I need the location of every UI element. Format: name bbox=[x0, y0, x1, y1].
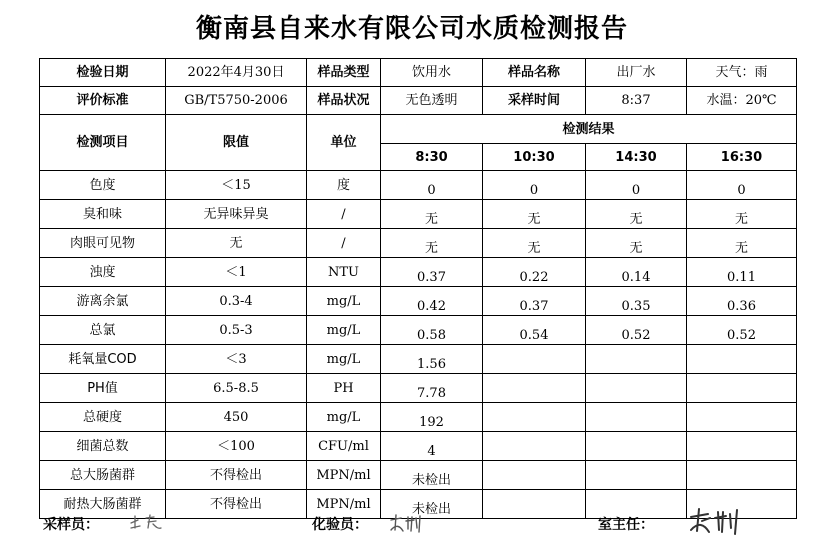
header-row-2 bbox=[40, 87, 797, 115]
item-cell: 总大肠菌群 bbox=[40, 461, 166, 490]
result-cell bbox=[586, 403, 687, 432]
limit-cell: 不得检出 bbox=[166, 490, 307, 519]
standard-value: GB/T5750-2006 bbox=[166, 87, 307, 115]
result-cell: 无 bbox=[483, 200, 586, 229]
result-cell: 无 bbox=[687, 229, 797, 258]
result-cell: 0.52 bbox=[586, 316, 687, 345]
unit-cell: 度 bbox=[307, 171, 381, 200]
table-row bbox=[40, 345, 797, 374]
result-cell: 4 bbox=[381, 432, 483, 461]
item-cell: PH值 bbox=[40, 374, 166, 403]
result-cell bbox=[483, 374, 586, 403]
limit-cell: ＜1 bbox=[166, 258, 307, 287]
result-cell: 0.22 bbox=[483, 258, 586, 287]
unit-cell: mg/L bbox=[307, 345, 381, 374]
result-cell: 无 bbox=[483, 229, 586, 258]
result-cell: 7.78 bbox=[381, 374, 483, 403]
result-cell: 0 bbox=[687, 171, 797, 200]
result-cell bbox=[483, 461, 586, 490]
limit-cell: 0.5-3 bbox=[166, 316, 307, 345]
time-header-2: 10:30 bbox=[483, 144, 586, 171]
tester-label: 化验员： bbox=[312, 517, 368, 533]
limit-cell: 6.5-8.5 bbox=[166, 374, 307, 403]
item-cell: 游离余氯 bbox=[40, 287, 166, 316]
director-label: 室主任： bbox=[598, 517, 654, 533]
result-cell: 0.14 bbox=[586, 258, 687, 287]
time-header-4: 16:30 bbox=[687, 144, 797, 171]
result-cell bbox=[586, 374, 687, 403]
sampler-label: 采样员： bbox=[43, 517, 99, 533]
table-row bbox=[40, 374, 797, 403]
unit-cell: mg/L bbox=[307, 287, 381, 316]
result-cell: 0.54 bbox=[483, 316, 586, 345]
result-cell: 0.36 bbox=[687, 287, 797, 316]
item-cell: 浊度 bbox=[40, 258, 166, 287]
result-cell: 0.11 bbox=[687, 258, 797, 287]
item-header: 检测项目 bbox=[40, 115, 166, 171]
item-cell: 细菌总数 bbox=[40, 432, 166, 461]
sampling-time-value: 8:37 bbox=[586, 87, 687, 115]
sample-name-value: 出厂水 bbox=[586, 59, 687, 87]
item-cell: 总氯 bbox=[40, 316, 166, 345]
unit-cell: / bbox=[307, 229, 381, 258]
director-signature bbox=[688, 506, 744, 536]
column-header-row-1 bbox=[40, 115, 797, 144]
unit-cell: / bbox=[307, 200, 381, 229]
item-cell: 总硬度 bbox=[40, 403, 166, 432]
result-cell bbox=[687, 461, 797, 490]
unit-header: 单位 bbox=[307, 115, 381, 171]
result-cell: 0 bbox=[381, 171, 483, 200]
unit-cell: CFU/ml bbox=[307, 432, 381, 461]
result-cell: 1.56 bbox=[381, 345, 483, 374]
unit-cell: mg/L bbox=[307, 316, 381, 345]
limit-header: 限值 bbox=[166, 115, 307, 171]
table-row bbox=[40, 403, 797, 432]
item-cell: 耗氧量COD bbox=[40, 345, 166, 374]
table-row bbox=[40, 258, 797, 287]
standard-label: 评价标准 bbox=[40, 87, 166, 115]
tester-signature bbox=[388, 512, 424, 534]
result-cell: 无 bbox=[687, 200, 797, 229]
weather: 天气：雨 bbox=[687, 59, 797, 87]
limit-cell: 不得检出 bbox=[166, 461, 307, 490]
limit-cell: 无 bbox=[166, 229, 307, 258]
unit-cell: MPN/ml bbox=[307, 490, 381, 519]
limit-cell: ＜100 bbox=[166, 432, 307, 461]
result-cell bbox=[586, 461, 687, 490]
table-row bbox=[40, 287, 797, 316]
table-row bbox=[40, 432, 797, 461]
date-value: 2022年4月30日 bbox=[166, 59, 307, 87]
time-header-1: 8:30 bbox=[381, 144, 483, 171]
unit-cell: MPN/ml bbox=[307, 461, 381, 490]
result-cell: 0.42 bbox=[381, 287, 483, 316]
result-cell: 0 bbox=[586, 171, 687, 200]
date-label: 检验日期 bbox=[40, 59, 166, 87]
table-row bbox=[40, 461, 797, 490]
header-row-1 bbox=[40, 59, 797, 87]
result-cell bbox=[483, 403, 586, 432]
result-cell: 0.37 bbox=[381, 258, 483, 287]
result-cell bbox=[687, 432, 797, 461]
results-header: 检测结果 bbox=[381, 115, 797, 144]
sample-state-value: 无色透明 bbox=[381, 87, 483, 115]
sample-type-value: 饮用水 bbox=[381, 59, 483, 87]
water-quality-table bbox=[39, 58, 797, 519]
table-row bbox=[40, 316, 797, 345]
result-cell: 无 bbox=[381, 200, 483, 229]
limit-cell: 0.3-4 bbox=[166, 287, 307, 316]
result-cell bbox=[687, 374, 797, 403]
result-cell bbox=[687, 403, 797, 432]
result-cell bbox=[586, 432, 687, 461]
result-cell: 无 bbox=[586, 200, 687, 229]
item-cell: 臭和味 bbox=[40, 200, 166, 229]
result-cell: 未检出 bbox=[381, 461, 483, 490]
report-title: 衡南县自来水有限公司水质检测报告 bbox=[195, 14, 628, 44]
sampler-signature bbox=[128, 510, 164, 532]
result-cell: 0 bbox=[483, 171, 586, 200]
sample-type-label: 样品类型 bbox=[307, 59, 381, 87]
result-cell bbox=[483, 490, 586, 519]
unit-cell: NTU bbox=[307, 258, 381, 287]
result-cell bbox=[687, 345, 797, 374]
table-row bbox=[40, 229, 797, 258]
table-row bbox=[40, 171, 797, 200]
limit-cell: 无异味异臭 bbox=[166, 200, 307, 229]
unit-cell: mg/L bbox=[307, 403, 381, 432]
result-cell: 无 bbox=[586, 229, 687, 258]
item-cell: 耐热大肠菌群 bbox=[40, 490, 166, 519]
result-cell bbox=[483, 432, 586, 461]
water-temp: 水温：20℃ bbox=[687, 87, 797, 115]
limit-cell: ＜15 bbox=[166, 171, 307, 200]
result-cell: 无 bbox=[381, 229, 483, 258]
time-header-3: 14:30 bbox=[586, 144, 687, 171]
table-row bbox=[40, 200, 797, 229]
result-cell bbox=[586, 345, 687, 374]
limit-cell: ＜3 bbox=[166, 345, 307, 374]
result-cell: 0.37 bbox=[483, 287, 586, 316]
sample-state-label: 样品状况 bbox=[307, 87, 381, 115]
result-cell bbox=[483, 345, 586, 374]
item-cell: 肉眼可见物 bbox=[40, 229, 166, 258]
result-cell: 192 bbox=[381, 403, 483, 432]
sampling-time-label: 采样时间 bbox=[483, 87, 586, 115]
item-cell: 色度 bbox=[40, 171, 166, 200]
result-cell: 0.58 bbox=[381, 316, 483, 345]
unit-cell: PH bbox=[307, 374, 381, 403]
result-cell: 未检出 bbox=[381, 490, 483, 519]
limit-cell: 450 bbox=[166, 403, 307, 432]
result-cell: 0.35 bbox=[586, 287, 687, 316]
sample-name-label: 样品名称 bbox=[483, 59, 586, 87]
result-cell: 0.52 bbox=[687, 316, 797, 345]
